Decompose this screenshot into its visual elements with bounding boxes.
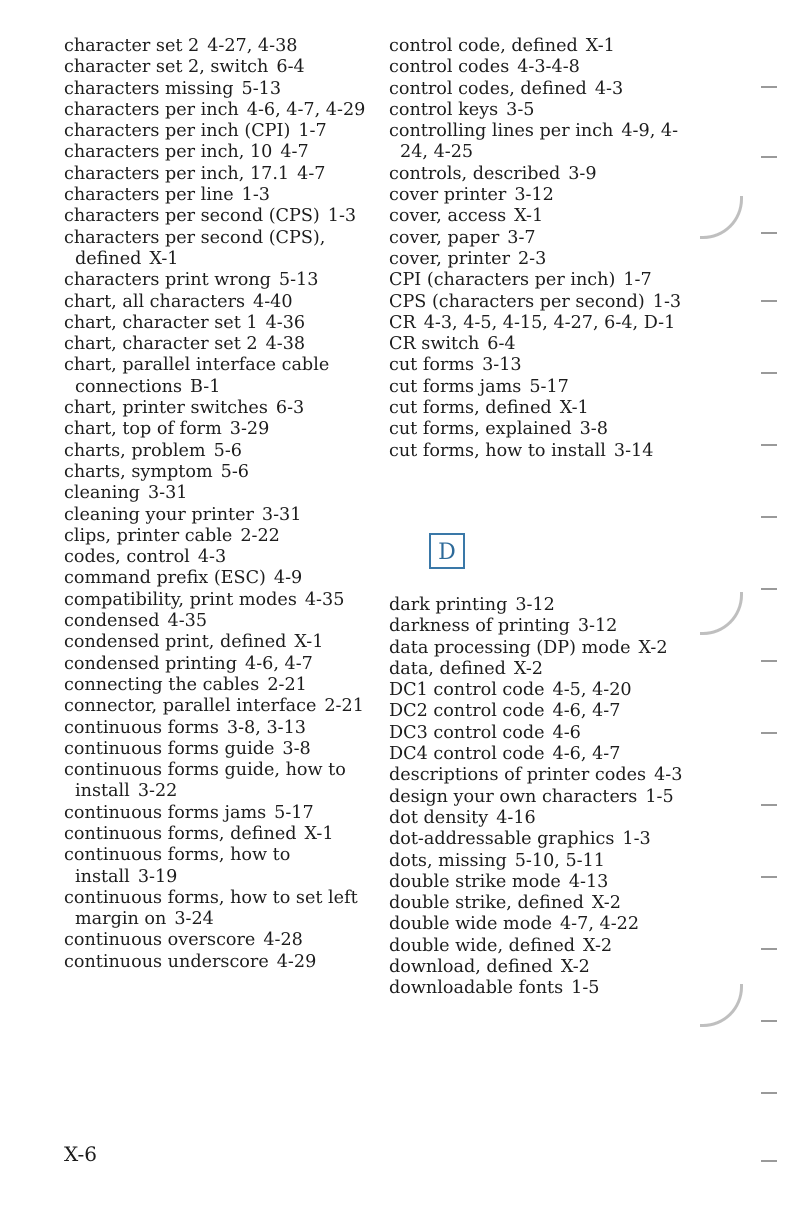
entry-pages: X-1 xyxy=(304,823,334,844)
entry-pages: 4-6, 4-7 xyxy=(552,701,621,722)
entry-pages: 4-27, 4-38 xyxy=(207,36,298,56)
entry-term: continuous forms guide, how to install xyxy=(64,760,346,802)
index-entry xyxy=(389,957,689,978)
entry-term: control codes xyxy=(389,57,510,78)
entry-term: darkness of printing xyxy=(389,616,570,637)
index-entry xyxy=(389,228,689,249)
entry-pages: 3-9 xyxy=(568,163,597,184)
entry-pages: 1-5 xyxy=(571,978,600,999)
entry-term: CPS (characters per second) xyxy=(389,291,645,312)
index-entry xyxy=(389,79,689,100)
entry-pages: 4-16 xyxy=(496,807,536,828)
entry-pages: 1-3 xyxy=(327,206,357,227)
entry-term: chart, parallel interface cable connections xyxy=(64,355,330,397)
entry-term: charts, symptom xyxy=(64,461,213,482)
binding-tick xyxy=(761,588,777,590)
index-entry xyxy=(389,355,689,376)
index-column-right-d xyxy=(389,595,689,1000)
entry-term: cut forms xyxy=(389,355,475,376)
index-entry xyxy=(64,334,372,355)
entry-term: controls, described xyxy=(389,163,561,184)
index-entry xyxy=(64,952,372,973)
index-entry xyxy=(389,270,689,291)
entry-pages: 3-12 xyxy=(577,616,618,637)
index-entry xyxy=(64,57,372,78)
entry-pages: 4-35 xyxy=(304,589,345,610)
index-entry xyxy=(389,851,689,872)
index-entry xyxy=(64,611,372,632)
entry-term: downloadable fonts xyxy=(389,978,564,999)
index-entry xyxy=(389,616,689,637)
index-entry xyxy=(389,121,689,164)
entry-pages: 5-17 xyxy=(529,376,569,397)
entry-pages: B-1 xyxy=(190,376,221,397)
entry-term: data processing (DP) mode xyxy=(389,637,631,658)
index-entry xyxy=(389,377,689,398)
entry-pages: X-2 xyxy=(583,935,613,956)
index-entry xyxy=(64,100,372,121)
entry-term: DC2 control code xyxy=(389,701,545,722)
entry-pages: 3-19 xyxy=(137,866,178,887)
entry-term: condensed print, defined xyxy=(64,632,287,653)
index-entry xyxy=(64,590,372,611)
entry-pages: 3-7 xyxy=(507,227,536,248)
index-entry xyxy=(64,292,372,313)
entry-term: double strike mode xyxy=(389,871,561,892)
binding-ring-mark xyxy=(700,196,743,239)
index-entry xyxy=(64,483,372,504)
entry-pages: 5-13 xyxy=(278,270,319,291)
entry-term: chart, top of form xyxy=(64,419,222,440)
entry-term: CR switch xyxy=(389,334,480,355)
index-entry xyxy=(64,739,372,760)
entry-pages: X-1 xyxy=(294,632,324,653)
entry-term: double strike, defined xyxy=(389,893,584,914)
index-entry xyxy=(389,595,689,616)
index-entry xyxy=(64,441,372,462)
index-entry xyxy=(389,659,689,680)
entry-term: characters per line xyxy=(64,185,234,206)
entry-pages: 4-6, 4-7 xyxy=(552,744,621,765)
index-entry xyxy=(389,292,689,313)
index-entry xyxy=(64,462,372,483)
index-entry xyxy=(389,419,689,440)
index-entry xyxy=(64,206,372,227)
index-entry xyxy=(64,632,372,653)
entry-term: character set 2 xyxy=(64,36,200,56)
entry-term: cut forms, how to install xyxy=(389,440,606,461)
entry-term: dots, missing xyxy=(389,850,507,871)
entry-term: continuous underscore xyxy=(64,951,269,972)
index-entry xyxy=(389,723,689,744)
entry-pages: 3-12 xyxy=(515,595,555,615)
entry-term: dark printing xyxy=(389,595,508,615)
entry-term: characters per second (CPS), defined xyxy=(64,227,326,269)
entry-pages: 3-12 xyxy=(514,185,554,206)
entry-term: control code, defined xyxy=(389,36,578,56)
index-entry xyxy=(389,100,689,121)
entry-term: continuous forms, how to set left margin on xyxy=(64,887,358,930)
entry-term: compatibility, print modes xyxy=(64,589,297,610)
binding-tick xyxy=(761,372,777,374)
entry-term: DC4 control code xyxy=(389,744,545,765)
index-entry xyxy=(389,808,689,829)
entry-pages: 2-21 xyxy=(324,696,364,717)
entry-pages: 4-9, 4-24, 4-25 xyxy=(400,121,679,163)
entry-pages: 4-3 xyxy=(654,765,683,786)
entry-pages: 5-17 xyxy=(274,802,314,823)
entry-term: cover, paper xyxy=(389,227,500,248)
index-entry xyxy=(64,164,372,185)
binding-tick xyxy=(761,156,777,158)
index-entry xyxy=(389,334,689,355)
index-entry xyxy=(64,845,372,888)
entry-term: dot density xyxy=(389,807,489,828)
entry-term: characters per inch xyxy=(64,99,239,120)
entry-pages: 3-8, 3-13 xyxy=(226,717,306,738)
entry-pages: X-2 xyxy=(591,893,621,914)
index-entry xyxy=(64,526,372,547)
entry-term: descriptions of printer codes xyxy=(389,765,647,786)
entry-pages: 1-3 xyxy=(652,291,682,312)
entry-term: control codes, defined xyxy=(389,78,587,99)
entry-term: character set 2, switch xyxy=(64,57,269,78)
entry-term: DC3 control code xyxy=(389,722,545,743)
section-letter-heading: D xyxy=(429,533,465,569)
entry-pages: 1-3 xyxy=(622,829,651,850)
entry-term: cleaning your printer xyxy=(64,504,254,525)
index-entry xyxy=(64,505,372,526)
entry-pages: 2-21 xyxy=(267,674,307,695)
entry-pages: 5-6 xyxy=(213,440,242,461)
entry-pages: 4-7 xyxy=(280,142,309,163)
entry-pages: X-2 xyxy=(513,658,543,679)
entry-pages: 5-10, 5-11 xyxy=(514,850,605,871)
entry-pages: 1-7 xyxy=(298,121,327,142)
entry-term: chart, all characters xyxy=(64,291,246,312)
index-entry xyxy=(64,760,372,803)
entry-pages: 4-3, 4-5, 4-15, 4-27, 6-4, D-1 xyxy=(423,312,676,333)
entry-pages: 4-36 xyxy=(265,312,306,333)
entry-term: continuous forms xyxy=(64,717,219,738)
binding-tick xyxy=(761,660,777,662)
index-entry xyxy=(64,696,372,717)
index-entry xyxy=(64,79,372,100)
entry-pages: 4-40 xyxy=(253,291,293,312)
index-entry xyxy=(64,270,372,291)
entry-pages: 1-3 xyxy=(241,185,270,206)
binding-tick xyxy=(761,1092,777,1094)
index-entry xyxy=(389,164,689,185)
index-entry xyxy=(389,978,689,999)
entry-term: controlling lines per inch xyxy=(389,121,614,142)
entry-term: CR xyxy=(389,312,416,333)
entry-term: characters per inch, 10 xyxy=(64,142,273,163)
binding-tick xyxy=(761,876,777,878)
entry-pages: 3-24 xyxy=(174,909,214,930)
entry-term: continuous forms guide xyxy=(64,738,275,759)
index-entry xyxy=(389,313,689,334)
entry-pages: 3-31 xyxy=(147,483,188,504)
entry-pages: 4-6 xyxy=(552,722,581,743)
entry-pages: X-1 xyxy=(559,398,589,419)
entry-pages: 4-29 xyxy=(276,951,317,972)
entry-term: cover printer xyxy=(389,185,507,206)
entry-pages: 4-35 xyxy=(167,611,208,632)
index-entry xyxy=(64,313,372,334)
entry-pages: 4-5, 4-20 xyxy=(552,680,632,701)
index-entry xyxy=(64,888,372,931)
index-entry xyxy=(64,228,372,271)
index-entry xyxy=(64,36,372,57)
entry-pages: 1-5 xyxy=(645,786,674,807)
entry-pages: 4-28 xyxy=(263,930,303,951)
entry-term: characters per inch, 17.1 xyxy=(64,163,290,184)
entry-pages: 5-6 xyxy=(220,461,249,482)
index-entry xyxy=(389,744,689,765)
index-entry xyxy=(64,419,372,440)
index-entry xyxy=(64,930,372,951)
index-entry xyxy=(64,803,372,824)
entry-pages: 1-7 xyxy=(623,270,652,291)
entry-term: connecting the cables xyxy=(64,674,260,695)
entry-pages: 3-14 xyxy=(613,440,654,461)
index-entry xyxy=(389,36,689,57)
entry-term: cleaning xyxy=(64,483,140,504)
binding-tick xyxy=(761,948,777,950)
entry-term: charts, problem xyxy=(64,440,206,461)
entry-pages: 6-4 xyxy=(276,57,305,78)
entry-term: DC1 control code xyxy=(389,680,545,701)
entry-term: condensed printing xyxy=(64,653,237,674)
entry-pages: 4-3-4-8 xyxy=(517,57,580,78)
index-column-right xyxy=(389,36,689,462)
entry-term: cover, access xyxy=(389,206,507,227)
entry-pages: 4-13 xyxy=(568,871,609,892)
entry-term: characters per inch (CPI) xyxy=(64,121,291,142)
entry-term: continuous forms, how to install xyxy=(64,845,291,887)
entry-term: characters per second (CPS) xyxy=(64,206,320,227)
entry-term: download, defined xyxy=(389,957,553,978)
index-entry xyxy=(64,355,372,398)
index-column-left xyxy=(64,36,372,973)
entry-pages: X-1 xyxy=(585,36,615,56)
entry-pages: 4-6, 4-7, 4-29 xyxy=(246,99,366,120)
entry-pages: 4-9 xyxy=(273,568,303,589)
index-entry xyxy=(64,568,372,589)
index-entry xyxy=(389,638,689,659)
entry-pages: 4-3 xyxy=(594,78,624,99)
entry-pages: X-1 xyxy=(149,248,179,269)
entry-term: chart, character set 1 xyxy=(64,312,258,333)
binding-ring-mark xyxy=(700,592,743,635)
entry-term: chart, character set 2 xyxy=(64,334,258,355)
entry-pages: X-1 xyxy=(514,206,544,227)
index-entry xyxy=(64,121,372,142)
binding-tick xyxy=(761,300,777,302)
entry-pages: 3-22 xyxy=(137,781,178,802)
index-entry xyxy=(389,441,689,462)
index-entry xyxy=(64,142,372,163)
entry-term: continuous overscore xyxy=(64,930,256,951)
entry-term: data, defined xyxy=(389,658,506,679)
entry-term: CPI (characters per inch) xyxy=(389,270,616,291)
entry-term: cut forms, defined xyxy=(389,398,552,419)
index-entry xyxy=(389,829,689,850)
entry-term: characters print wrong xyxy=(64,270,271,291)
index-entry xyxy=(389,680,689,701)
binding-tick xyxy=(761,732,777,734)
entry-term: dot-addressable graphics xyxy=(389,829,615,850)
binding-tick xyxy=(761,444,777,446)
index-entry xyxy=(64,824,372,845)
entry-term: chart, printer switches xyxy=(64,398,268,419)
index-entry xyxy=(389,57,689,78)
index-entry xyxy=(389,398,689,419)
entry-term: double wide mode xyxy=(389,914,552,935)
binding-tick xyxy=(761,1020,777,1022)
entry-pages: 3-8 xyxy=(282,738,311,759)
entry-pages: 4-38 xyxy=(265,334,306,355)
index-entry xyxy=(64,675,372,696)
entry-term: cut forms, explained xyxy=(389,419,572,440)
entry-term: continuous forms, defined xyxy=(64,823,297,844)
entry-pages: 2-3 xyxy=(517,248,547,269)
entry-term: codes, control xyxy=(64,547,190,568)
entry-pages: 6-4 xyxy=(487,334,516,355)
index-entry xyxy=(389,185,689,206)
binding-ring-mark xyxy=(700,984,743,1027)
index-entry xyxy=(389,893,689,914)
entry-pages: 3-29 xyxy=(229,419,270,440)
index-entry xyxy=(64,718,372,739)
entry-term: cut forms jams xyxy=(389,376,522,397)
entry-pages: 3-31 xyxy=(261,504,302,525)
entry-pages: 4-6, 4-7 xyxy=(245,653,313,674)
entry-term: control keys xyxy=(389,99,499,120)
index-entry xyxy=(389,206,689,227)
binding-tick xyxy=(761,1160,777,1162)
index-entry xyxy=(389,914,689,935)
entry-pages: 4-7 xyxy=(297,163,326,184)
entry-term: characters missing xyxy=(64,78,234,99)
entry-pages: 3-8 xyxy=(579,419,608,440)
index-entry xyxy=(389,701,689,722)
entry-pages: X-2 xyxy=(560,957,590,978)
entry-term: condensed xyxy=(64,611,160,632)
entry-term: continuous forms jams xyxy=(64,802,267,823)
index-entry xyxy=(389,787,689,808)
entry-term: command prefix (ESC) xyxy=(64,568,266,589)
entry-pages: 4-3 xyxy=(197,547,227,568)
binding-tick xyxy=(761,232,777,234)
index-entry xyxy=(389,872,689,893)
entry-term: connector, parallel interface xyxy=(64,696,317,717)
binding-tick xyxy=(761,516,777,518)
entry-term: design your own characters xyxy=(389,786,638,807)
entry-pages: 4-7, 4-22 xyxy=(559,914,640,935)
entry-pages: 5-13 xyxy=(241,78,282,99)
index-entry xyxy=(389,936,689,957)
entry-pages: 3-13 xyxy=(482,355,522,376)
index-entry xyxy=(389,765,689,786)
entry-term: double wide, defined xyxy=(389,935,576,956)
index-entry xyxy=(64,398,372,419)
entry-pages: 3-5 xyxy=(506,99,535,120)
entry-term: clips, printer cable xyxy=(64,525,233,546)
index-entry xyxy=(389,249,689,270)
entry-term: cover, printer xyxy=(389,248,510,269)
page-number: X-6 xyxy=(64,1142,98,1166)
entry-pages: X-2 xyxy=(638,637,668,658)
entry-pages: 6-3 xyxy=(275,398,305,419)
index-entry xyxy=(64,547,372,568)
entry-pages: 2-22 xyxy=(240,525,280,546)
binding-tick xyxy=(761,86,777,88)
index-entry xyxy=(64,185,372,206)
index-entry xyxy=(64,654,372,675)
binding-tick xyxy=(761,804,777,806)
